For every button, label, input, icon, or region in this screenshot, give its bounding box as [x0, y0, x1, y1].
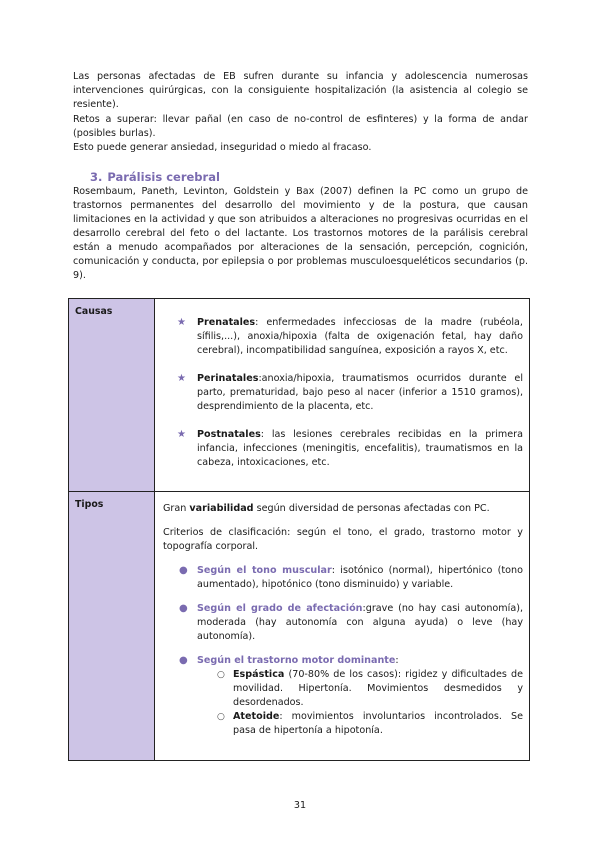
tipos-criterios: Criterios de clasificación: según el tono, el grado, trastorno motor y topografía corporal.	[163, 527, 523, 552]
tipos-intro: Gran variabilidad según diversidad de personas afectadas con PC.	[163, 503, 490, 514]
subtipo-espastica: ○ Espástica (70-80% de los casos): rigidez y dificultades de movilidad. Hipertonía. Movimientos desmedidos y desordenados.	[217, 669, 523, 708]
causa-term: Prenatales	[197, 317, 256, 328]
causa-item-perinatales: ★ Perinatales:anoxia/hipoxia, traumatismos ocurridos durante el parto, prematuridad, bajo peso al nacer (inferior a 1510 gramos), desprendimiento de la placenta, etc.	[177, 373, 523, 412]
intro-paragraph-2: Retos a superar: llevar pañal (en caso de no-control de esfinteres) y la forma de andar (posibles burlas).	[73, 114, 528, 139]
circle-bullet-icon: ○	[217, 712, 225, 722]
definition-paragraph: Rosembaum, Paneth, Levinton, Goldstein y Bax (2007) definen la PC como un grupo de trastornos permanentes del desarrollo del movimiento y de la postura, que causan limitaciones en la actividad y que son atribuidos a alteraciones no progresivas ocurridas en el desarrollo cerebral del feto o del lactante. Los trastornos motores de la parálisis cerebral están a menudo acompañados por alteraciones de la sensación, percepción, cognición, comunicación y conducta, por epilepsia o por problemas musculoesqueléticos secundarios (p. 9).	[73, 186, 528, 281]
section-number: 3.	[90, 170, 103, 184]
star-bullet-icon: ★	[177, 429, 186, 440]
criterio-grado: ● Según el grado de afectación:grave (no hay casi autonomía), moderada (hay autonomía con alguna ayuda) o leve (hay autonomía).	[179, 603, 523, 642]
causa-term: Postnatales	[197, 429, 261, 440]
pc-table	[68, 298, 530, 761]
intro-paragraph-1: Las personas afectadas de EB sufren durante su infancia y adolescencia numerosas intervenciones quirúrgicas, con la consiguiente hospitalización (la asistencia al colegio se resiente).	[73, 71, 528, 110]
causa-text: enfermedades infecciosas de la madre (rubéola, sífilis,...), anoxia/hipoxia (falta de oxigenación fetal, hay daño cerebral), incompatibilidad sanguínea, exposición a rayos X, etc.	[197, 317, 523, 356]
section-title: Parálisis cerebral	[107, 170, 220, 184]
causas-row	[69, 299, 530, 492]
bullet-dot-icon: ●	[179, 565, 188, 576]
intro-paragraph-3: Esto puede generar ansiedad, inseguridad o miedo al fracaso.	[73, 142, 372, 153]
subtipo-atetoide: ○ Atetoide: movimientos involuntarios incontrolados. Se pasa de hipertonía a hipotonía.	[217, 711, 523, 736]
section-heading	[90, 170, 220, 184]
page-number: 31	[293, 800, 307, 811]
causa-text: anoxia/hipoxia, traumatismos ocurridos durante el parto, prematuridad, bajo peso al nacer (inferior a 1510 gramos), desprendimiento de la placenta, etc.	[197, 373, 523, 412]
criterio-trastorno: ● Según el trastorno motor dominante:	[179, 655, 399, 666]
causa-item-postnatales: ★ Postnatales: las lesiones cerebrales recibidas en la primera infancia, infecciones (meningitis, encefalitis), traumatismos en la cabeza, intoxicaciones, etc.	[177, 429, 523, 468]
causa-term: Perinatales	[197, 373, 259, 384]
causa-item-prenatales: ★ Prenatales: enfermedades infecciosas de la madre (rubéola, sífilis,...), anoxia/hipoxia (falta de oxigenación fetal, hay daño cerebral), incompatibilidad sanguínea, exposición a rayos X, etc.	[177, 317, 523, 356]
criterio-tono: ● Según el tono muscular: isotónico (normal), hipertónico (tono aumentado), hipotónico (tono disminuido) y variable.	[179, 565, 523, 590]
tipos-label: Tipos	[69, 492, 155, 761]
star-bullet-icon: ★	[177, 373, 186, 384]
causas-label: Causas	[69, 299, 155, 492]
causas-content	[155, 299, 530, 492]
variabilidad-term: variabilidad	[189, 503, 254, 514]
tipos-row	[69, 492, 530, 761]
causa-text: las lesiones cerebrales recibidas en la primera infancia, infecciones (meningitis, encefalitis), traumatismos en la cabeza, intoxicaciones, etc.	[197, 429, 523, 468]
star-bullet-icon: ★	[177, 317, 186, 328]
tipos-content	[155, 492, 530, 761]
bullet-dot-icon: ●	[179, 655, 188, 666]
circle-bullet-icon: ○	[217, 670, 225, 680]
bullet-dot-icon: ●	[179, 603, 188, 614]
